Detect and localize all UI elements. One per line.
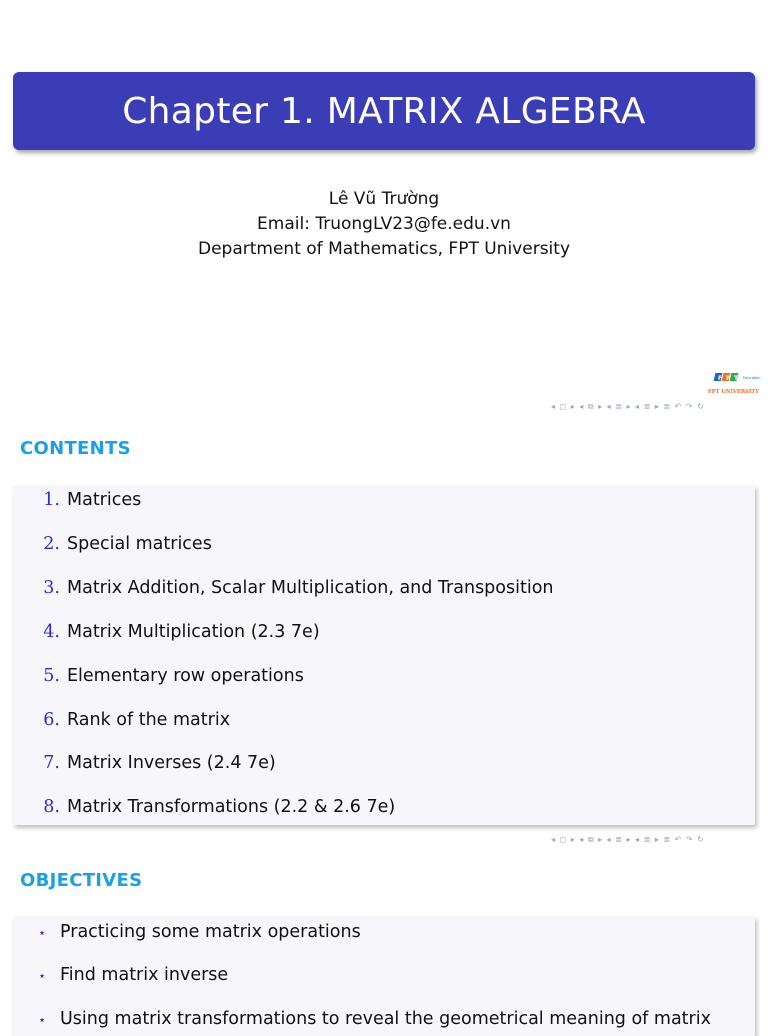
contents-label: Elementary row operations [67,666,304,686]
logo-caption: FPT UNIVERSITY [708,389,759,395]
contents-item-4 [33,622,320,642]
contents-number: 6. [43,710,60,730]
objectives-heading: OBJECTIVES [20,870,143,891]
svg-text:P: P [726,375,731,382]
contents-number: 8. [43,797,60,817]
objective-label: Practicing some matrix operations [60,922,361,942]
star-bullet-icon: ⋆ [38,969,47,984]
contents-box [13,485,755,825]
contents-number: 4. [43,622,60,642]
contents-label: Rank of the matrix [67,710,231,730]
contents-item-7 [33,753,276,773]
contents-item-2 [33,534,212,554]
contents-heading: CONTENTS [20,438,131,459]
slide-title: Chapter 1. MATRIX ALGEBRA [122,90,646,132]
star-bullet-icon: ⋆ [38,1013,47,1028]
contents-label: Matrix Inverses (2.4 7e) [67,753,276,773]
svg-text:T: T [734,375,739,382]
author-email: Email: TruongLV23@fe.edu.vn [257,214,511,234]
contents-item-1 [33,490,141,510]
contents-item-5 [33,666,304,686]
beamer-navigation[interactable]: ◂ ◻ ▸ ◂ ⧉ ▸ ◂ ≣ ▸ ◂ ≣ ▸ ≣ ↶ ↷ ↻ [551,402,705,411]
author-department: Department of Mathematics, FPT University [198,239,570,259]
title-bar [13,72,755,150]
objective-label: Find matrix inverse [60,965,229,985]
contents-number: 5. [43,666,60,686]
objective-item-1 [38,922,361,942]
beamer-navigation-2[interactable]: ◂ ◻ ▸ ◂ ⧉ ▸ ◂ ≣ ▸ ◂ ≣ ▸ ≣ ↶ ↷ ↻ [551,835,705,844]
author-name: Lê Vũ Trường [328,189,440,209]
contents-label: Matrices [67,490,142,510]
objective-label: Using matrix transformations to reveal the geometrical meaning of matrix [60,1009,711,1029]
logo-small-text: Education [743,376,761,380]
fpt-logo [707,370,763,398]
contents-label: Matrix Multiplication (2.3 7e) [67,622,320,642]
star-bullet-icon: ⋆ [38,926,47,941]
contents-item-8 [33,797,395,817]
svg-text:F: F [718,375,723,382]
contents-number: 7. [43,753,60,773]
objective-item-2 [38,965,228,985]
contents-label: Special matrices [67,534,212,554]
objective-item-3 [38,1009,711,1029]
fpt-logo-mark [714,373,739,382]
contents-number: 2. [43,534,60,554]
contents-number: 1. [43,490,60,510]
author-block [0,187,768,262]
contents-label: Matrix Addition, Scalar Multiplication, and Transposition [67,578,554,598]
contents-number: 3. [43,578,60,598]
contents-label: Matrix Transformations (2.2 & 2.6 7e) [67,797,396,817]
contents-item-6 [33,710,230,730]
contents-item-3 [33,578,554,598]
